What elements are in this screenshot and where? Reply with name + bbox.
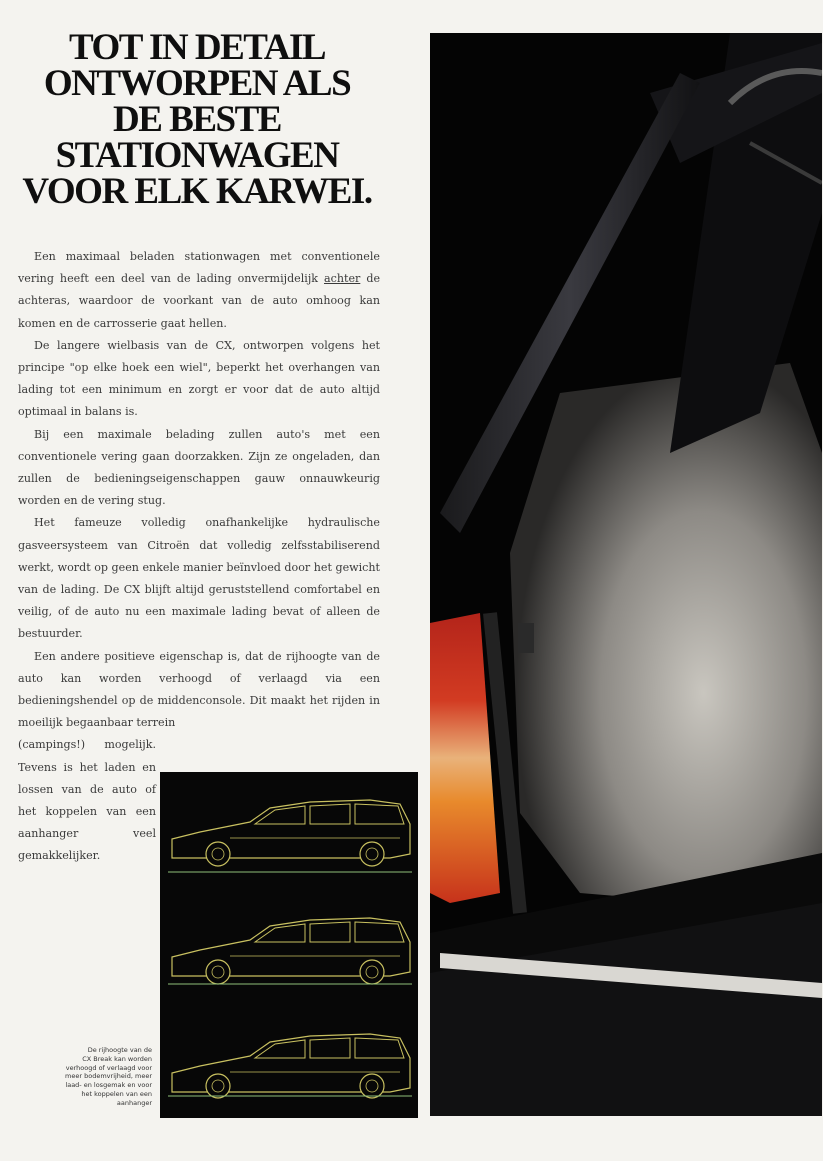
car-profile-normal <box>168 918 412 984</box>
cargo-floor <box>510 363 822 913</box>
paragraph-5: Een andere positieve eigenschap is, dat de rijhoogte van de auto kan worden verhoogd of verlaagd via een bedieningshendel op de middenconsole. Dit maakt het rijden in moeilijk begaanbaar terrein <box>18 649 380 730</box>
car-profile-high <box>168 800 412 872</box>
paragraph-3: Bij een maximale belading zullen auto's met een conventionele vering gaan doorzakken. Zijn ze ongeladen, dan zullen de bedieningseigenschappen gauw onnauwkeurig worden en de vering stug. <box>18 427 380 508</box>
car-profile-low <box>168 1034 412 1098</box>
page-title <box>22 27 372 212</box>
diagram-caption: De rijhoogte van de CX Break kan worden verhoogd of verlaagd voor meer bodemvrijheid, meer laad- en losgemak en voor het koppelen van een aanhanger <box>65 1046 152 1107</box>
paragraph-5-continued: (campings!) mogelijk. Tevens is het laden en lossen van de auto of het koppelen van een aanhanger veel gemakkelijker. <box>18 738 156 863</box>
headline-line: ONTWORPEN ALS <box>43 63 351 104</box>
paragraph-4: Het fameuze volledig onafhankelijke hydraulische gasveersysteem van Citroën dat volledig zelfsstabiliserend werkt, wordt op geen enkele manier beïnvloed door het gewicht van de lading. De CX blijft altijd geruststellend comfortabel en veilig, of de auto nu een maximale lading bevat of alleen de bestuurder. <box>18 516 380 641</box>
car-side-views <box>160 772 418 1118</box>
cargo-area-photo <box>430 33 822 1116</box>
cargo-photo-illustration <box>430 33 822 1116</box>
emphasis-achter: achter <box>324 272 361 286</box>
headline-line: VOOR ELK KARWEI. <box>22 171 372 212</box>
ride-height-diagram <box>160 772 418 1118</box>
paragraph-2: De langere wielbasis van de CX, ontworpen volgens het principe "op elke hoek een wiel", beperkt het overhangen van lading tot een minimum en zorgt er voor dat de auto altijd optimaal in balans is. <box>18 338 380 419</box>
paragraph-1: Een maximaal beladen stationwagen met conventionele vering heeft een deel van de lading onvermijdelijk achter de achteras, waardoor de voorkant van de auto omhoog kan komen en de carrosserie gaat hellen. <box>18 250 381 330</box>
headline-line: TOT IN DETAIL <box>68 27 326 68</box>
headline-line: DE BESTE <box>113 99 281 140</box>
headline-line: STATIONWAGEN <box>55 135 339 176</box>
